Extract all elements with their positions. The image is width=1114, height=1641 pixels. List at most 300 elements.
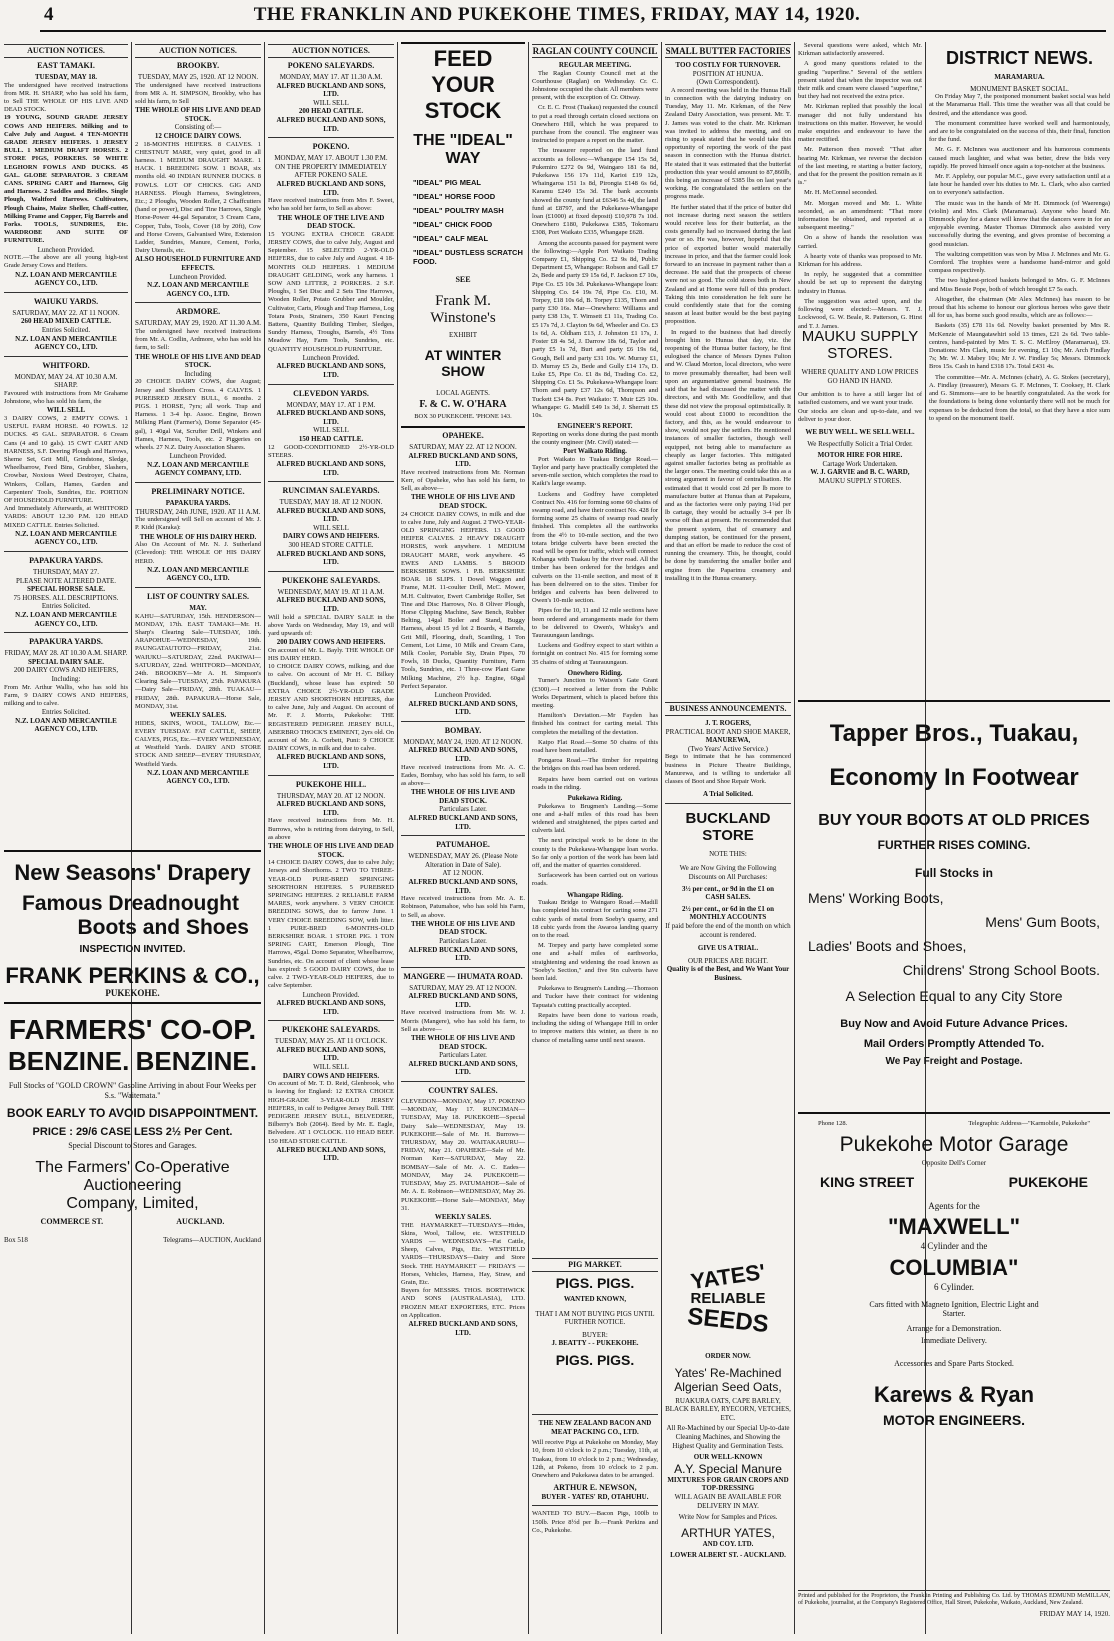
firm-name: ALFRED BUCKLAND AND SONS, LTD.: [276, 409, 386, 426]
column-1-auctions: [4, 42, 128, 877]
business-body: Begs to intimate that he has commenced business in Picture Theatre Buildings, Manurewa, and is willing to undertake all classes of Boot and Shoe Repair Work.: [665, 753, 791, 785]
winstone-name: Frank M. Winstone's: [430, 292, 496, 326]
yates-remachined: All Re-Machined by our Special Up-to-date Cleaning Machines, and Showing the Highest Quality and Germination Tests.: [666, 1424, 790, 1450]
article-paragraph: Baskets (35) £78 11s 6d. Novelty basket presented by Mrs R. McKenzie of Maungatawhiri sold 13 times, £21 2s 6d. Two table-centres, hand-painted by Mrs T. S. C. McElroy (Maramarua), £9. Donations: Mrs Clark, music for evening, £1 10s; Mr. Arch Findlay 7s; Mr. W. J. Mabey 10s; Mr J. W. Findlay 5s; Messrs. Dimmock Bros 15s. Cash in hand £318 17s. Total £431 4s.: [929, 322, 1110, 371]
sale-list: 14 CHOICE DAIRY COWS, due to calve July; Jerseys and Shorthorns. 2 TWO TO THREE-YEAR-OLD PURE-BRED SPRINGING SHORTHORN HEIFERS. 5 PUREBRED SPRINGING HEIFERS. 2 RELIABLE FARM MARES, work anywhere. 3 VERY CHOICE BREEDING SOWS, due to farrow June. 1 VERY CHOICE BREEDING SOW, with litter. 1 PURE-BRED 6-MONTHS-OLD BERKSHIRE BOAR. 1 STORE PIG. 1 TON SPRING CART, Emerson Plough, Tine Harrows, 45gal. Domo Separator, Wheelbarrow, Sundries, etc. On account of client whose lease has expired: 5 GOOD DAIRY COWS, due to calve. 2 TWO-YEAR-OLD HEIFERS, due to calve September.: [268, 859, 394, 990]
luncheon-note: Luncheon Provided.: [37, 245, 95, 254]
article-subtitle: TOO COSTLY FOR TURNOVER.: [675, 61, 781, 69]
sale-date: MONDAY, MAY 17. ABOUT 1.30 P.M.: [274, 154, 388, 163]
imprint-date: FRIDAY MAY 14, 1920.: [1039, 1609, 1110, 1618]
sale-title: BROOKBY.: [176, 61, 220, 70]
article-paragraph: Luckens and Godfrey have completed Contract No. 416 for forming some 60 chains of swamp road, and have their contract No. 428 for forming some 25 chains of swamp road nearly finished. This completes all the earthworks from the 4½ to 10-mile section, and the two totara bridge culverts have been erected the road will be open for traffic, which will connect Kohanga with Tuakau by the river road. All the timber has been ordered for the bridges and culverts on the 11-mile section, and most of it has been delivered on to the sites. Timber for bridges and culverts has been delivered to Owen's 10-mile section.: [532, 490, 658, 605]
cash-sales: CASH SALES.: [705, 893, 751, 902]
garage-name: Pukekohe Motor Garage: [839, 1133, 1069, 1156]
firm-name: ALFRED BUCKLAND AND SONS, LTD.: [276, 81, 386, 99]
sale-also: ALSO HOUSEHOLD FURNITURE AND EFFECTS.: [135, 255, 261, 273]
sale-title: PRELIMINARY NOTICE.: [151, 486, 245, 496]
country-sales-title: COUNTRY SALES.: [428, 1086, 498, 1096]
buyer-name: J. BEATTY - - PUKEKOHE.: [551, 1339, 639, 1348]
sale-body: Have received instructions from Mr. H. Burrows, who is retiring from dairying, to Sell, as above: [268, 817, 394, 841]
agency-name: N.Z. LOAN AND MERCANTILE AGENCY CO., LTD.: [147, 565, 249, 583]
delivery: Immediate Delivery.: [921, 1336, 987, 1346]
tapper-full-stocks: Full Stocks in: [914, 866, 993, 880]
garage-street: KING STREET: [820, 1173, 915, 1190]
printer-imprint: [798, 1590, 1110, 1634]
feed-headline: FEED YOUR: [431, 46, 495, 97]
yates-mixtures: MIXTURES FOR GRAIN CROPS AND TOP-DRESSING: [667, 1475, 789, 1493]
sale-after: And Immediately Afterwards, at WHITFORD YARDS: ABOUT 12.30 P.M. 120 HEAD MIXED CATTLE. Entries Solicited.: [4, 505, 128, 529]
article-title: SMALL BUTTER FACTORIES: [665, 46, 791, 56]
luncheon-note: Luncheon Provided.: [302, 990, 360, 999]
tapper-mail: Mail Orders Promptly Attended To.: [863, 1038, 1045, 1050]
yates-write: Write Now for Samples and Prices.: [678, 1513, 778, 1522]
article-paragraph: The Raglan County Council met at the Courthouse (Raglan) on Wednesday. Cr. C. Johnstone occupied the chair. All members were present, with the exception of Cr. Ottway.: [532, 69, 658, 102]
drapery-headline: New Seasons' Drapery: [14, 860, 251, 885]
article-paragraph: Pongaroa Road.—The timber for repairing the bridges on this road has been ordered.: [532, 757, 658, 773]
article-paragraph: Mr. Kirkman replied that possibly the local manager did not fully understand his instructions on this matter. However, he would make enquiries and endeavour to have the matter rectified.: [798, 103, 922, 144]
business-trial: A Trial Solicited.: [702, 790, 754, 799]
coop-discount: Special Discount to Stores and Garages.: [68, 1141, 197, 1150]
garage-phone: Phone 128.: [818, 1120, 848, 1127]
entries-note: Entries Solicited.: [41, 708, 91, 717]
coop-telegrams: Telegrams—AUCTION, Auckland: [163, 1235, 261, 1244]
wanted-known: WANTED KNOWN,: [563, 1295, 627, 1303]
buyer-label: BUYER:: [582, 1330, 608, 1339]
sale-title: MANGERE — IHUMATA ROAD.: [403, 971, 523, 981]
article-paragraph: Repairs have been carried out on various roads in the riding.: [532, 775, 658, 791]
discounts-text: We are Now Giving the Following Discounts on All Purchases:: [679, 864, 777, 881]
sale-lot: THE WHOLE OF THE LIVE AND DEAD STOCK.: [277, 213, 385, 231]
tapper-stock-line: Ladies' Boots and Shoes,: [808, 938, 967, 954]
coop-headline: FARMERS' CO-OP.: [8, 1014, 257, 1045]
sale-date: FRIDAY, MAY 28. AT 10.30 A.M. SHARP.: [4, 649, 128, 658]
agents-name: F. & C. W. O'HARA: [419, 398, 507, 410]
sale-account: On account of Mr. L. Bayly. THE WHOLE OF HIS DAIRY HERD.: [268, 646, 394, 663]
column-2-auctions: [135, 42, 261, 877]
firm-name: ALFRED BUCKLAND AND SONS, LTD.: [276, 115, 386, 133]
article-body: [532, 677, 658, 792]
sale-lot: SPECIAL HORSE SALE.: [27, 585, 105, 594]
tapper-freight: We Pay Freight and Postage.: [885, 1056, 1023, 1067]
sale-body: Will hold a SPECIAL DAIRY SALE in the above Yards on Wednesday, May 19, and will yard upwards of:: [268, 613, 394, 638]
sale-title: WHITFORD.: [42, 360, 90, 370]
article-paragraph: Reporting on works done during the past month the county engineer (Mr. Civil) stated:—: [532, 430, 658, 446]
firm-name: ALFRED BUCKLAND AND SONS, LTD.: [276, 1045, 386, 1063]
sale-list: 24 CHOICE DAIRY COWS, in milk and due to calve June, July and August. 2 TWO-YEAR-OLD SPRINGING HEIFERS. 13 GOOD HEIFER CALVES. 2 HEAVY DRAUGHT HORSES, work anywhere. 1 MEDIUM DRAUGHT MARE, work anywhere. 45 EWES AND LAMBS. 5 BROOD BERKSHIRE SOWS. 1 P.B. BERKSHIRE BOAR. 18 SLIPS. 1 Dowel Waggon and Frame, M.H. 11-coulter Drill, McC. Mower, M.H. Cultivator, Ewert Cambridge Roller, Set Tine and Disc Harrows, No. 8 Oliver Plough, Horse Clipping Machine, Saw Bench, Rubber Belting, 14gal Boiler and Stand, Buggy Harness, about 15 yd lot 2 Boards, 4 Barrels, Grit Mill, Flooring, draft, Scantling, 1 Ton Cement, Lot Lime, 10 Milk and Cream Cans, Milk Cooler, Portable Sty, Drain Pipes, 70 Fowls, 18 Ducks, Quantity Furniture, Farm Tools, Sundries, etc. 1 Three-cow Plant Gane Milking Machine, 2½ h.p. Engine, 60gal Perfect Separator.: [401, 510, 525, 690]
will-sell: WILL SELL: [313, 523, 349, 532]
article-paragraph: In regard to the business that had directly brought him to Hunua that day, viz. the reopening of the Hunua butter factory, he first eulogised the chance of Messrs Dynes Fulton and W. Claud Morton, local directors, who were to move presumably thereafter, had been well upon an argumentative general business. He said that he had discussed the matter with the directors, and with Mr. Goodfellow, and that these did not view the proposal optimistically. It would cost about £1000 to recondition the factory, and this, as he would endeavour to show, would not pay the settlers. He mentioned instances of smaller factories, though well equipped, not being able to manufacture as cheaply as larger factories. This mitigated against smaller factories being as profitable as the larger ones. The meeting could take this as a strong argument in favour of centralisation. He estimated that it would cost 2d per lb more to manufacture butter at Hunua than at Papakura, and as the factories were only paying 1¼d per lb cartage, they would be actually 3-4 per lb worse off than at present. He recommended that the present system, that of creamery and dumping station, be continued for the present, and that an effort be made to reduce the cost of running the creamery. This, he thought, could be done by transferring the smaller boiler and engine from the Paparimu creamery and installing it in the Hunua creamery.: [665, 328, 791, 582]
sale-date: SATURDAY, MAY 22. AT 12 NOON.: [409, 442, 517, 451]
yates-logo: [665, 1258, 791, 1348]
firm-name: ALFRED BUCKLAND AND SONS, LTD.: [408, 945, 518, 963]
article-paragraph: A good many questions related to the grading "superfine." Several of the settlers present stated that when the inspector was out their milk and cream were classed "superfine," but they had not received the extra price.: [798, 60, 922, 101]
column-7-butter-continued: [798, 42, 923, 330]
district-place: MARAMARUA.: [994, 73, 1045, 81]
article-paragraph: A hearty vote of thanks was proposed to Mr. Kirkman for his address.: [798, 252, 922, 269]
coop-price: PRICE : 29/6 CASE LESS 2½ Per Cent.: [32, 1126, 233, 1138]
wanted-to-buy: WANTED TO BUY.—Bacon Pigs, 100lb to 150lb. Price 8½d per lb.—Frank Perkins and Co., Pukekohe.: [532, 1510, 658, 1534]
coop-book-early: BOOK EARLY TO AVOID DISAPPOINTMENT.: [6, 1106, 259, 1120]
column-rule: [528, 42, 529, 1634]
yates-delivery: WILL AGAIN BE AVAILABLE FOR DELIVERY IN MAY.: [674, 1492, 782, 1510]
agency-name: N.Z. LOAN AND MERCANTILE AGENCY COMPANY, LTD.: [147, 460, 249, 478]
feed-item: "IDEAL" CHICK FOOD: [413, 220, 493, 229]
drapery-town: PUKEKOHE.: [105, 988, 160, 998]
sale-body: Have received instructions from Mrs F. Sweet, who has sold her farm, to Sell as above:: [268, 197, 394, 213]
firm-name: ALFRED BUCKLAND AND SONS, LTD.: [276, 506, 386, 524]
firm-name: ALFRED BUCKLAND AND SONS, LTD.: [408, 877, 518, 895]
sale-date: TUESDAY, MAY 25, 1920. AT 12 NOON.: [137, 73, 259, 81]
drapery-advert: [4, 850, 261, 1004]
mauku-buy-well: WE BUY WELL. WE SELL WELL.: [805, 428, 915, 436]
sale-title: EAST TAMAKI.: [37, 61, 95, 70]
country-sales-title: LIST OF COUNTRY SALES.: [146, 591, 250, 601]
luncheon-note: Luncheon Provided.: [302, 353, 360, 362]
sale-list: 10 CHOICE DAIRY COWS, milking, and due to calve. On account of Mr H. C. Bilkey (Buckland), whose lease has expired: 50 EXTRA CHOICE 2½-YR-OLD GRADE JERSEY AND SHORTHORN HEIFERS, due to calve June, July and August. On account of Mr. F. J. Morris, Pukekohe: THE REGISTERED PEDIGREE JERSEY BULL, ABERBRO THOCK'S EMINENT, 2yrs old. On account of Mr. A. Corbett, Puni: 9 CHOICE DAIRY COWS, in milk and due to calve.: [268, 663, 394, 753]
article-paragraph: Mr. Morgan moved and Mr. L. White seconded, as an amendment: "That more information be obtained, and reported at a subsequent meeting.": [798, 199, 922, 232]
pigs-headline: PIGS. PIGS.: [555, 1275, 635, 1291]
sale-body: 300 HEAD STORE CATTLE.: [288, 541, 374, 550]
article-paragraph: Pukekawa to Brugmen's Landing.—Some one and a-half miles of this road has been widened and straightened, the pipes carted and culverts laid.: [532, 802, 658, 835]
sale-date: MONDAY, MAY 17. AT 1 P.M.: [286, 400, 376, 409]
article-paragraph: Tuakau Bridge to Waingaro Road.—Madill has completed his contract for carting some 271 cubic yards of metal from Soeby's quarry, and 18 cubic yards from the Awaroa landing quarry on to the road.: [532, 899, 658, 940]
article-paragraph: Turner's Junction to Watson's Gate Grant (£300).—I received a letter from the Public Works Department, which is placed before this meeting.: [532, 677, 658, 709]
sale-body: The undersigned will Sell on account of Mr. J. P. Kidd (Karaka):: [135, 516, 261, 532]
agency-name: N.Z. LOAN AND MERCANTILE AGENCY CO., LTD.: [15, 270, 117, 288]
firm-name: ALFRED BUCKLAND AND SONS, LTD.: [408, 1319, 518, 1337]
firm-name: ALFRED BUCKLAND AND SONS, LTD.: [276, 179, 386, 197]
order-now: ORDER NOW.: [705, 1352, 751, 1360]
feed-item: "IDEAL" POULTRY MASH: [413, 206, 504, 215]
article-paragraph: The two highest-priced baskets belonged to Mrs. G. F. McInnes and Miss Bessie Pope, both of which brought £7 5s each.: [929, 277, 1110, 293]
benzine-word: BENZINE.: [135, 1046, 257, 1076]
luncheon-note: Luncheon Provided.: [434, 691, 492, 700]
firm-name: ALFRED BUCKLAND AND SONS, LTD.: [408, 746, 518, 763]
weekly-sales-title: WEEKLY SALES.: [434, 1212, 492, 1221]
monthly-rate: 2½ per cent., or 6d in the £1 on: [681, 904, 775, 913]
district-news-title: DISTRICT NEWS.: [946, 48, 1093, 68]
article-paragraph: He further stated that if the price of butter did not increase during next season the settlers would receive less for their butterfat, as the costs generally had so increased during the last year or so. He was, however, hopeful that the price of exported butter would materially increase in price, and that the farmer could look forward to an increase in payment rather than a decrease. He said that the prospects of cheese were not so good. The cold stores both in New Zealand and at Home were full of this product. Taking this into consideration he felt sure he could confidently state that for the coming season at least butter would be the best paying proposition.: [665, 203, 791, 326]
agency-name: N.Z. LOAN AND MERCANTILE AGENCY CO., LTD.: [15, 529, 117, 547]
quality-best: Quality is of the Best, and We Want Your Business.: [666, 965, 790, 982]
sale-title: RUNCIMAN SALEYARDS.: [282, 486, 380, 496]
feed-advert: [401, 42, 525, 428]
sale-note: NOTE.—The above are all young high-test Grade Jersey Cows and Heifers.: [4, 254, 128, 270]
month-label: MAY.: [189, 603, 207, 612]
pigs-footer: PIGS. PIGS.: [555, 1351, 635, 1368]
section-header: AUCTION NOTICES.: [268, 44, 394, 58]
sale-date: SATURDAY, MAY 22. AT 11 NOON.: [12, 308, 120, 317]
feed-exhibit: EXHIBIT: [449, 330, 477, 339]
tapper-name: Tapper Bros., Tuakau,: [829, 720, 1079, 747]
sale-title: PAPAKURA YARDS.: [29, 556, 103, 566]
feed-items-list: [401, 178, 525, 266]
tapper-stock-line: Mens' Working Boots,: [808, 890, 944, 906]
article-paragraph: Pukekawa to Brugmen's Landing.—Thomson and Tucker have their contract for widening Tapuata's cutting practically accepted.: [532, 985, 658, 1009]
sale-date: SATURDAY, MAY 29. AT 12 NOON.: [409, 983, 517, 992]
sale-title: WAIUKU YARDS.: [33, 296, 99, 306]
article-subtitle: REGULAR MEETING.: [558, 61, 632, 69]
article-subhead: Port Waikato Riding.: [563, 447, 627, 456]
tapper-stock-line: Mens' Gum Boots,: [985, 914, 1100, 930]
article-paragraph: The committee—Mr. A. McInnes (chair), A. G. Stokes (secretary), A. Findlay (treasurer), Messrs G. F. McInnes, T. Cooksey, H. Clark and G. Simmons—are to be heartily congratulated. As the work for the foundations is being done voluntarily there will not be much for expenses to be deducted from the total, so that they have a nice sum to spend on the monument itself.: [929, 373, 1110, 422]
article-paragraph: The waltzing competition was won by Miss J. McInnes and Mr. G. Cornford. The trophies were a handsome hand-mirror and gold compass respectively.: [929, 250, 1110, 275]
article-subhead: Whangape Riding.: [566, 890, 624, 899]
will-sell: WILL SELL: [313, 426, 349, 435]
sale-title: PUKEKOHE SALEYARDS.: [282, 575, 380, 585]
sale-lot: 260 HEAD MIXED CATTLE.: [20, 317, 112, 326]
article-paragraph: M. Torpey and party have completed some one and a-half miles of earthworks, straightening and widening the road known as "Soeby's Section," and five 9in culverts have been laid.: [532, 942, 658, 983]
sale-title: PAPAKURA YARDS.: [29, 637, 103, 647]
sale-body: Have received instructions from Mr. A. C. Eades, Bombay, who has sold his farm, to sell as above—: [401, 763, 525, 787]
sale-lot: WILL SELL: [46, 406, 86, 415]
sale-body: From Mr. Arthur Wallis, who has sold his Farm, 9 DAIRY COWS AND HEIFERS, milking and to calve.: [4, 683, 128, 707]
business-header: BUSINESS ANNOUNCEMENTS.: [665, 702, 791, 716]
article-paragraph: Mr. Patterson then moved: "That after hearing Mr. Kirkman, we reverse the decision of the last meeting, re starting a butter factory, and that for the present the position remain as it is.": [798, 146, 923, 187]
sale-lot: THE WHOLE OF HIS LIVE AND DEAD STOCK.: [135, 352, 261, 370]
pigs-notice: THAT I AM NOT BUYING PIGS UNTIL FURTHER NOTICE.: [535, 1309, 655, 1327]
bacon-company: THE NEW ZEALAND BACON AND MEAT PACKING CO., LTD.: [538, 1419, 652, 1436]
drapery-line: Famous Dreadnought: [22, 892, 240, 915]
weekly-sales-title: WEEKLY SALES.: [169, 711, 227, 719]
feed-item: "IDEAL" DUSTLESS SCRATCH FOOD.: [413, 248, 523, 266]
firm-name: ALFRED BUCKLAND AND SONS, LTD.: [408, 813, 518, 831]
paid-before: If paid before the end of the month on which account is rendered.: [665, 921, 791, 939]
tapper-bros-advert: [798, 700, 1110, 1114]
article-paragraph: Surfacework has been carried out on various roads.: [532, 872, 658, 888]
article-paragraph: Cr. E. C. Frost (Tuakau) requested the council to put a road through certain closed sections on Onewhero Hill, which he was prepared to purchase from the council. The engineer was instructed to prepare a report on the matter.: [532, 104, 658, 145]
column-rule: [661, 42, 662, 1634]
garage-opposite: Opposite Dell's Corner: [921, 1159, 987, 1167]
column-rule: [397, 42, 398, 1634]
article-paragraph: Among the accounts passed for payment were the following:—Apple Port Waikato Trading Company £1, Shipping Co. £2 9s 8d, Public Department £5, Whangape: Robson and Gall £7 2s, Bede and party £9 15s 6d, F. Jackson £7 10s, Pipe Co. £5 10s 3d. Pukekawa-Whangape loan: Shipping Co. £4 19s 7d, Pipe Co. £10, M. Torpey, £18 10s 6d, B. Torpey £135, Thorn and party £30 16s. Mar—Onewhero: Williams and party £38 13s, T. Wimsett £1 11s, Trading Co. £5 17s 7d, J. Clayton 9s 6d, Wheeler and Co. £3 1s 6d, A. Oldham £13, J. Johnston £1 17s, J. Foster £8 4s 5d, J. Darrow 18s 6d, Taylor and party £5 1s 7d, Burt and party £6 19s 6d, Gough, Bell and party £31 10s. W. Murray £1, D. Murray £5 2s, Bede and Gully £14 17s, D. Luke £5, Pipe Co. £1 8s 8d, Trading Co. £2, Shipping Co. £1 5s. Pukekawa-Whangape loan: Thorn and party £37 12s 6d, Thompson and Tuckett £34 8s. Port Waikato: T. Muir £25 10s. Whangape: G. Madill £49 1s 3d, J. Sherratt £5 10s.: [532, 239, 658, 419]
article-paragraph: Luckens and Godfrey expect to start within a fortnight on contract No. 415 for forming some 35 chains of siding at Taurauungaun.: [532, 642, 658, 666]
buckland-store-title: BUCKLAND STORE: [685, 809, 771, 844]
agency-name: N.Z. LOAN AND MERCANTILE AGENCY CO., LTD.: [15, 334, 117, 352]
garage-town: PUKEKOHE: [1008, 1173, 1088, 1190]
sale-title: PUKEKOHE HILL.: [295, 779, 367, 789]
mauku-slogan: WHERE QUALITY AND LOW PRICES GO HAND IN HAND.: [801, 368, 919, 385]
karews-ryan: Karews & Ryan: [873, 1382, 1035, 1408]
garage-telegraphic: Telegraphic Address—"Karmobile, Pukekohe": [968, 1120, 1090, 1127]
yates-well-known: OUR WELL-KNOWN: [693, 1453, 763, 1462]
monthly-accounts: MONTHLY ACCOUNTS: [689, 913, 767, 922]
mauku-stores-advert: [798, 320, 922, 650]
business-experience: (Two Years' Active Service.): [688, 744, 768, 753]
article-paragraph: Mr. F. Appleby, our popular M.C., gave every satisfaction until at a late hour he handed over his duties to Mr. L. Clark, who also carried on to everyone's satisfaction.: [929, 173, 1110, 197]
article-paragraph: The suggestion was acted upon, and the following were elected:—Messrs. T. J. Lockwood, G. W. Beale, R. Patterson, G. Hirst and T. J. James.: [798, 297, 922, 330]
yates-seeds-advert: [665, 1260, 791, 1634]
mauku-title-2: STORES.: [827, 345, 893, 362]
sale-list: 200 DAIRY COWS AND HEIFERS, Including:: [13, 666, 119, 683]
yates-logo-word: YATES': [689, 1258, 767, 1295]
column-rule: [794, 42, 795, 1634]
pig-market-advert: [532, 1256, 658, 1406]
sale-date: WEDNESDAY, MAY 26. (Please Note Alteration in Date of Sale).: [408, 852, 518, 869]
sale-list: 2 18-MONTHS HEIFERS. 8 CALVES. 1 CHESTNUT MARE, very quiet, good in all harness. 1 MEDIUM DRAUGHT MARE. 1 HACK. 1 BREEDING SOW. 1 BOAR, six months old. 40 INDIAN RUNNER DUCKS. 8 FOWLS. LOT OF CHICKS. GIG AND HARNESS. Plough Harness, Swingletrees, Etc.; 2 Ploughs, Wooden Roller, 2 Chaffcutters (hand or power), Disc and Tine Harrows, Single Horse-Power 44-gal Separator, 3 Cream Cans, Copper, Tubs, Tools, Cover (18 by 20ft), Cow and Horse Covers, Galvanised Wire, Extension Ladder, Sundries, Manure, Cement, Forks, Dairy Utensils, etc.: [135, 140, 261, 255]
feed-headline-2: STOCK: [424, 98, 502, 123]
including-label: Including: [184, 369, 212, 378]
will-sell: WILL SELL: [313, 1063, 349, 1072]
article-paragraph: Mr. G. F. McInnes was auctioneer and his humorous comments caused much laughter, and what was better, drew the bids very rapidly. He proved himself once again a top-notcher at the business.: [929, 146, 1110, 170]
yates-address: LOWER ALBERT ST. - AUCKLAND.: [670, 1551, 786, 1560]
luncheon-note: Luncheon Provided.: [169, 272, 227, 281]
tapper-rises: FURTHER RISES COMING.: [877, 838, 1031, 852]
sale-also: Also On Account of Mr. N. J. Sutherland (Clevedon): THE WHOLE OF HIS DAIRY HERD.: [135, 541, 261, 565]
sale-subtitle: PAPAKURA YARDS.: [165, 498, 231, 507]
firm-name: ALFRED BUCKLAND AND SONS, LTD.: [276, 596, 386, 614]
business-trade: PRACTICAL BOOT AND SHOE MAKER,: [665, 727, 791, 736]
sale-body: The undersigned have received instructions from MR A. H. SIMPSON, Brookby, who has sold his farm, to Sell: [135, 81, 261, 105]
sale-lot: 200 DAIRY COWS AND HEIFERS.: [276, 638, 386, 647]
firm-name: ALFRED BUCKLAND AND SONS, LTD.: [408, 1059, 518, 1077]
article-body: [532, 70, 658, 421]
coop-company-ltd: Company, Limited,: [66, 1194, 199, 1212]
sale-list: 19 YOUNG, SOUND GRADE JERSEY COWS AND HEIFERS. Milking and to Calve July and August. 4 TEN-MONTH GRADE JERSEY HEIFERS. 1 JERSEY BULL. 1 MEDIUM DRAFT HORSES. 2 STORE PIGS, PORKERS. 50 WHITE LEGHORN FOWLS AND DUCKS. 45 GAL. GLOBE SEPARATOR. 3 CREAM CANS. SPRING CART and Harness, Gig and Harness. 2 Saddles and Bridles. Single Plough, Waltford Harrows. Cultivators, Plough Chains, Maize Sheller, Chaff-cutter, Milking Frame and Copper, Fig Barrels and Forks. TOOLS, SUNDRIES, Etc. WARDROBE AND SUITE OF FURNITURE.: [4, 114, 128, 245]
yates-firm: ARTHUR YATES,: [681, 1525, 775, 1540]
ideal-way: THE "IDEAL" WAY: [413, 132, 513, 167]
sale-body: Have received instructions from Mr. W. J. Morris (Mangere), who has sold his farm, to Sell as above—: [401, 1009, 525, 1033]
mauku-title: MAUKU SUPPLY: [801, 328, 919, 345]
article-paragraph: Pipes for the 10, 11 and 12 mile sections have been ordered and arrangements made for them to be delivered to Owen's, Whisky's and Taurauungaun landings.: [532, 607, 658, 639]
district-subtitle: MONUMENT BASKET SOCIAL.: [970, 84, 1069, 93]
sale-body: Favoured with instructions from Mr Grahame Johnstone, who has sold his farm, the: [4, 390, 128, 406]
sale-date: THURSDAY, MAY 27.: [32, 568, 99, 577]
demonstration: Arrange for a Demonstration.: [906, 1323, 1002, 1333]
sale-lot: THE WHOLE OF HIS LIVE AND DEAD STOCK.: [410, 1034, 516, 1051]
six-cylinder: 6 Cylinder.: [934, 1281, 974, 1292]
article-paragraph: The next principal work to be done in the county is the Pukekawa-Whangape loan works. So far only a portion of the work has been laid off, and the matter of quarries considered.: [532, 837, 658, 870]
weekly-sales-list: THE HAYMARKET—TUESDAYS—Hides, Skins, Wool, Tallow, etc. WESTFIELD YARDS — WEDNESDAYS—Fat Cattle, Sheep, Calves, Pigs, Etc. WESTFIELD YARDS—THURSDAYS—Dairy and Store Stock. THE HAYMARKET — FRIDAYS — Horses, Vehicles, Harness, Hay, Straw, and Grain, Etc.: [401, 1221, 525, 1286]
article-body: [532, 803, 658, 889]
mauku-motor: MOTOR HIRE FOR HIRE.: [817, 451, 903, 460]
sale-date: SATURDAY, MAY 29, 1920. AT 11.30 A.M.: [135, 319, 261, 328]
sale-lot: THE WHOLE OF HIS LIVE AND DEAD STOCK.: [135, 106, 261, 123]
sale-lot: DAIRY COWS AND HEIFERS.: [282, 532, 380, 541]
article-body-continued: [798, 42, 922, 331]
tapper-buy-now: Buy Now and Avoid Future Advance Prices.: [840, 1018, 1068, 1030]
article-paragraph: Mr. H. McConnel seconded.: [804, 189, 878, 197]
feed-item: "IDEAL" PIG MEAL: [413, 178, 481, 187]
cash-rate: 3½ per cent., or 9d in the £1 on: [681, 884, 775, 893]
article-paragraph: In reply, he suggested that a committee should be set up to represent the dairying industry in Hunua.: [798, 271, 922, 295]
four-cylinder: 4 Cylinder and the: [920, 1241, 988, 1252]
article-correspondent: (Own Correspondent).: [696, 78, 760, 87]
column-rule: [264, 42, 265, 1634]
sale-list: 15 YOUNG EXTRA CHOICE GRADE JERSEY COWS, due to calve July, August and September. 15 SELECTED 2-YR-OLD HEIFERS, due to calve July and August. 4 18-MONTHS OLD HEIFERS. 1 MEDIUM DRAUGHT GELDING, work any harness. 1 SOW AND LITTER, 2 PORKERS. 2 S.F. Ploughs, 1 Set Disc and 2 Sets Tine Harrows, Wooden Roller, Potato Grubber and Moulder, Cultivator, Carts, Plough and Trap Harness, Log Totara Posts, Strainers, 350 Kauri Fencing Battens, Quantity Building Timber, Sledges, Sundry Harness, Troughs, Barrels, 4½ Tons Meadow Hay, Farm Tools, Sundries, etc. QUANTITY HOUSEHOLD FURNITURE.: [268, 230, 394, 353]
sale-note: PLEASE NOTE ALTERED DATE.: [15, 576, 117, 585]
sale-title: POKENO.: [312, 142, 350, 152]
coop-box: Box 518: [4, 1235, 28, 1244]
tapper-old-prices: BUY YOUR BOOTS AT OLD PRICES: [818, 812, 1090, 829]
sale-title: OPAHEKE.: [442, 430, 484, 440]
winter-show: AT WINTER SHOW: [424, 347, 502, 380]
sale-title: POKENO SALEYARDS.: [287, 61, 375, 70]
article-body: [532, 456, 658, 667]
firm-name: ALFRED BUCKLAND AND SONS, LTD.: [408, 699, 518, 717]
mauku-cartage: Cartage Work Undertaken.: [822, 459, 898, 468]
yates-coy: AND COY. LTD.: [702, 1539, 754, 1548]
sale-title: PUKEKOHE SALEYARDS.: [282, 1025, 380, 1035]
firm-name: ALFRED BUCKLAND AND SONS, LTD.: [276, 753, 386, 771]
bacon-company-advert: [532, 1410, 658, 1634]
motor-engineers: MOTOR ENGINEERS.: [882, 1412, 1026, 1429]
particulars-later: Particulars Later.: [439, 805, 487, 814]
agents-box: BOX 30 PUKEKOHE. 'PHONE 143.: [414, 413, 512, 421]
article-paragraph: Several questions were asked, which Mr. Kirkman satisfactorily answered.: [798, 42, 922, 58]
benzine-word: BENZINE.: [8, 1046, 130, 1076]
feed-item: "IDEAL" CALF MEAL: [413, 234, 489, 243]
sale-list: 3 DAIRY COWS, 2 EMPTY COWS. 1 USEFUL FARM HORSE. 40 FOWLS. 12 DUCKS. 45 GAL. SEPARATOR. 6 Cream Cans (4 and 10 gals). 15 CWT CART AND HARNESS, S.F. Deering Plough and Harrows, Sherne Set, Grit Mill, Grindstone, Sledge, Wheelbarrow, Feed Bins, Grubber, Slashers, Crowbar, Noxious Weed Destroyer, Chains, Winkers, Collars, Hames, Garden and Carpenters' Tools, Sundries, Etc. PORTION OF HOUSEHOLD FURNITURE.: [4, 415, 128, 505]
agency-name: N.Z. LOAN AND MERCANTILE AGENCY CO., LTD.: [147, 768, 249, 786]
sale-list: 75 HORSES. ALL DESCRIPTIONS.: [13, 593, 119, 602]
firm-name: ALFRED BUCKLAND AND SONS, LTD.: [276, 999, 386, 1016]
sale-date: WEDNESDAY, MAY 19. AT 11 A.M.: [277, 587, 385, 596]
luncheon-note: Luncheon Provided.: [169, 452, 227, 461]
business-announcements: [665, 700, 791, 1256]
motor-garage-advert: [798, 1120, 1110, 1580]
coop-city: AUCKLAND.: [176, 1216, 225, 1226]
article-paragraph: Hamilton's Deviation.—Mr Fayden has finished his contract for carting metal. This completes the metalling of the deviation.: [532, 712, 658, 736]
bacon-buyer-address: BUYER - YATES' RD, OTAHUHU.: [541, 1492, 649, 1501]
sale-lot: THE WHOLE OF HIS LIVE AND DEAD STOCK.: [410, 919, 516, 937]
particulars-later: Particulars Later.: [439, 936, 487, 945]
sale-body: 12 GOOD-CONDITIONED 2½-YR-OLD STEERS.: [268, 443, 394, 459]
sale-date: MONDAY, MAY 24, 1920. AT 12 NOON.: [403, 737, 523, 746]
tapper-selection: A Selection Equal to any City Store: [845, 988, 1063, 1004]
sale-title: ARDMORE.: [175, 307, 221, 317]
newspaper-title: THE FRANKLIN AND PUKEKOHE TIMES, FRIDAY, MAY 14, 1920.: [253, 4, 861, 25]
sale-place: ON THE PROPERTY IMMEDIATELY AFTER POKENO SALE.: [275, 162, 387, 180]
sale-title: BOMBAY.: [444, 725, 482, 735]
article-body: [665, 87, 791, 583]
consisting-label: Consisting of:—: [174, 123, 222, 132]
sale-list: 20 CHOICE DAIRY COWS, due August; Jersey and Shorthorn Cross. 4 CALVES. 1 PUREBRED JERSEY BULL, 6 months. 2 PIGS. 1 HORSE, 7yrs; all work. Trap and Harness. 1 3-4 hp. Assoc. Engine, Brown Milking Plant (Farmer's), Dome Separator (45-gal), 1 40gal Vat, Scrufter Drill, Winkers and Hames, Harness, Tools, etc. 2 Piggeries on wheels. 27 N.Z. Dairy Association Shares.: [135, 378, 261, 451]
coop-company: The Farmers' Co-Operative Auctioneering: [35, 1158, 230, 1194]
mauku-owners: W. J. GARVIE and B. C. WARD,: [810, 468, 910, 477]
columbia: COLUMBIA": [889, 1254, 1019, 1280]
mauku-solicit: We Respectfully Solicit a Trial Order.: [807, 439, 913, 448]
sale-time: AT 12 NOON.: [442, 869, 484, 878]
article-paragraph: On Friday May 7, the postponed monument basket social was held at the Maramarua Hall. This time the weather was all that could be desired, and the attendance was good.: [929, 93, 1110, 117]
yates-logo-word: RELIABLE: [690, 1290, 766, 1307]
agents-for: Agents for the: [928, 1200, 980, 1211]
entries-note: Entries Solicited.: [41, 326, 91, 335]
sale-lot: 12 CHOICE DAIRY COWS.: [154, 131, 242, 140]
feed-see: SEE: [455, 275, 471, 284]
business-town: MANUREWA,: [705, 736, 751, 745]
firm-name: ALFRED BUCKLAND AND SONS, LTD.: [276, 800, 386, 817]
country-sales-list: CLEVEDON—MONDAY, May 17. POKENO—MONDAY, May 17. RUNCIMAN—TUESDAY, May 18. PUKEKOHE—Special Dairy Sale—WEDNESDAY, May 19. PUKEKOHE—Sale of Mr. H. Burrows—THURSDAY, May 20. WAITAKARURU—FRIDAY, May 21. OPAHEKE—Sale of Mr. Norman Kerr—SATURDAY, May 22. BOMBAY—Sale of Mr. A. C. Eades—MONDAY, May 24. PUKEKOHE—TUESDAY, May 25. PATUMAHOE—Sale of Mr. A. E. Robinson—WEDNESDAY, May 26. PUKEKOHE—Horse Sale—MONDAY, May 31.: [401, 1098, 525, 1212]
local-agents: LOCAL AGENTS.: [436, 389, 490, 398]
sale-date: TUESDAY, MAY 18.: [35, 73, 97, 81]
sale-list: On account of Mr. T. D. Reid, Glenbrook, who is leaving for England: 12 EXTRA CHOICE HIGH-GRADE 3-YEAR-OLD JERSEY HEIFERS, in calf to Pedigree Jersey Bull. THE PEDIGREE JERSEY BULL, BELVEDERE, Bilberry's Bob (2064). Bred by Mr. E. Eagle, Belvedere. AT 1 O'CLOCK. 110 HEAD BEEF. 150 HEAD STORE CATTLE.: [268, 1080, 394, 1145]
sale-lot: DAIRY COWS AND HEIFERS.: [282, 1071, 380, 1080]
article-paragraph: Altogether, the chairman (Mr Alex McInnes) has reason to be proud that his scheme to honour our glorious heroes who gave their all for us, has borne such good results, which are as follows:—: [929, 295, 1110, 320]
yates-logo-word: SEEDS: [686, 1302, 770, 1339]
prices-right: OUR PRICES ARE RIGHT.: [688, 956, 768, 965]
sale-lot: 200 HEAD CATTLE.: [298, 107, 364, 116]
sale-lot: THE WHOLE OF HIS LIVE AND DEAD STOCK.: [410, 493, 516, 510]
firm-name: ALFRED BUCKLAND AND SONS, LTD.: [408, 992, 518, 1009]
article-paragraph: On a show of hands the resolution was carried.: [798, 234, 922, 250]
mauku-text: Our ambition is to have a still larger list of satisfied customers, and we want your trade.: [798, 391, 922, 407]
maxwell: "MAXWELL": [887, 1214, 1021, 1240]
yates-varieties: RUAKURA OATS, CAPE BARLEY, BLACK BARLEY, RYECORN, VETCHES, ETC.: [665, 1396, 791, 1422]
article-body: [532, 899, 658, 1044]
coop-text: Full Stocks of "GOLD CROWN" Gasoline Arriving in about Four Weeks per S.s. "Waitemata.": [8, 1081, 257, 1100]
article-paragraph: Repairs have been done to various roads, including the siding of Whangape Hill in order to improve matters this winter, as there is no chance of metalling same until next season.: [532, 1011, 658, 1044]
